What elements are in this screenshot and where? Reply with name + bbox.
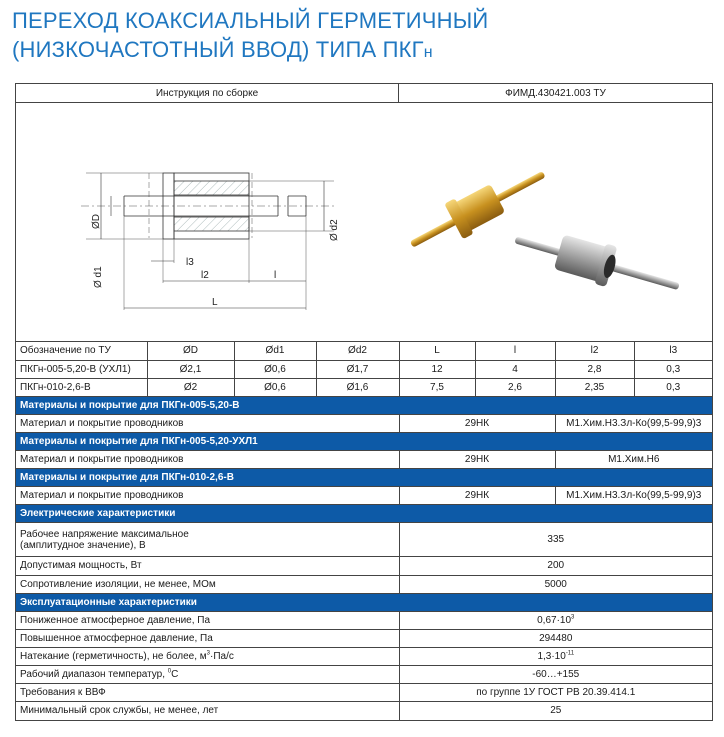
table-row [16,629,712,647]
dim-label-l2: l2 [201,270,209,281]
figure-area [16,103,712,342]
row-value: $1,3\cdot 10^{-11}$ [399,647,712,665]
dim-label-l: l [274,270,277,281]
table-row [16,557,712,575]
value-cell: 12 [399,360,475,378]
row-label: Материал и покрытие проводников [16,414,399,432]
table-row [16,611,712,629]
col-header: l3 [634,342,712,360]
row-value: 335 [399,523,712,557]
material-value: 29НК [399,414,555,432]
value-cell: 2,35 [555,378,634,396]
value-cell: Ø1,7 [316,360,399,378]
model-cell: ПКГн-005-5,20-В (УХЛ1) [16,360,147,378]
value-cell: 7,5 [399,378,475,396]
col-header: L [399,342,475,360]
material-value: 29НК [399,451,555,469]
row-value: -60…+155 [399,666,712,684]
coating-value: М1.Хим.Н3.Зл-Ко(99,5-99,9)3 [555,414,712,432]
assembly-instruction-label: Инструкция по сборке [16,84,399,102]
row-label: Допустимая мощность, Вт [16,557,399,575]
model-cell: ПКГн-010-2,6-В [16,378,147,396]
dim-label-l3: l3 [186,257,194,268]
tu-designation: ФИМД.430421.003 ТУ [505,87,606,99]
table-row [16,414,712,432]
coating-value: М1.Хим.Н6 [555,451,712,469]
dim-label-D: ØD [91,214,102,229]
technical-drawing [16,103,376,342]
title-line-2: (НИЗКОЧАСТОТНЫЙ ВВОД) ТИПА ПКГн [12,37,433,62]
coating-value: М1.Хим.Н3.Зл-Ко(99,5-99,9)3 [555,487,712,505]
row-label: Материал и покрытие проводников [16,451,399,469]
row-label: Повышенное атмосферное давление, Па [16,629,399,647]
row-value: по группе 1У ГОСТ РВ 20.39.414.1 [399,684,712,702]
section-header-materials-3: Материалы и покрытие для ПКГн-010-2,6-В [16,469,712,487]
row-value: 294480 [399,629,712,647]
value-cell: Ø2 [147,378,234,396]
table-row [16,647,712,665]
sheet-header [16,84,712,103]
table-row [16,684,712,702]
row-label: Требования к ВВФ [16,684,399,702]
table-row [16,575,712,593]
section-header-materials-1: Материалы и покрытие для ПКГн-005-5,20-В [16,396,712,414]
table-row [16,487,712,505]
row-value: 5000 [399,575,712,593]
col-header: l [475,342,555,360]
row-value: 25 [399,702,712,720]
table-row [16,378,712,396]
value-cell: Ø0,6 [234,378,316,396]
row-value: 200 [399,557,712,575]
dim-label-L: L [212,297,218,308]
row-label: Минимальный срок службы, не менее, лет [16,702,399,720]
col-header: l2 [555,342,634,360]
row-label: Натекание (герметичность), не более, $м^3\cdot Па/с$ [16,647,399,665]
table-row [16,666,712,684]
title-line-1: ПЕРЕХОД КОАКСИАЛЬНЫЙ ГЕРМЕТИЧНЫЙ [12,8,489,33]
section-header-operational: Эксплуатационные характеристики [16,593,712,611]
value-cell: 2,6 [475,378,555,396]
value-cell: 4 [475,360,555,378]
dim-label-d2: Ø d2 [329,219,340,241]
col-header: Ød2 [316,342,399,360]
product-photo [384,103,714,342]
value-cell: 0,3 [634,360,712,378]
spec-table [16,342,712,720]
table-row [16,360,712,378]
value-cell: 2,8 [555,360,634,378]
value-cell: Ø0,6 [234,360,316,378]
table-row [16,451,712,469]
row-label: Пониженное атмосферное давление, Па [16,611,399,629]
row-label: Рабочее напряжение максимальное (амплитудное значение), В [16,523,399,557]
page-title [12,6,712,67]
material-value: 29НК [399,487,555,505]
col-header: ØD [147,342,234,360]
row-label: Материал и покрытие проводников [16,487,399,505]
dims-header-row [16,342,712,360]
spec-sheet [15,83,713,721]
section-header-materials-2: Материалы и покрытие для ПКГн-005-5,20-УХЛ1 [16,432,712,450]
section-header-electrical: Электрические характеристики [16,505,712,523]
row-value: $0,67\cdot 10^3$ [399,611,712,629]
col-header: Ød1 [234,342,316,360]
value-cell: Ø1,6 [316,378,399,396]
row-label: Рабочий диапазон температур, $^0$С [16,666,399,684]
dim-label-d1: Ø d1 [93,266,104,288]
col-header: Обозначение по ТУ [16,342,147,360]
table-row [16,702,712,720]
value-cell: 0,3 [634,378,712,396]
row-label: Сопротивление изоляции, не менее, МОм [16,575,399,593]
table-row [16,523,712,557]
value-cell: Ø2,1 [147,360,234,378]
